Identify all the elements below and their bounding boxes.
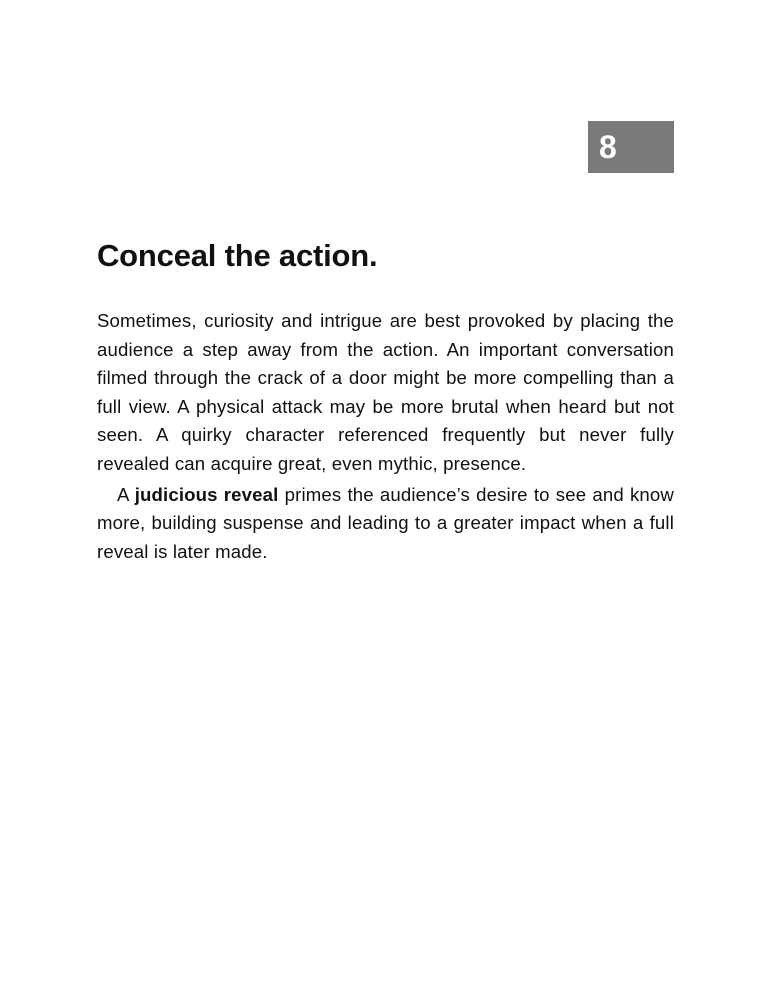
page-number-badge: [588, 121, 674, 173]
paragraph-1: Sometimes, curiosity and intrigue are best provoked by placing the audience a step away from the action. An important conversation filmed through the crack of a door might be more compelling than a full view. A physical attack may be more brutal when heard but not seen. A quirky character referenced frequently but never fully revealed can acquire great, even mythic, presence.: [97, 310, 674, 474]
section-heading: Conceal the action.: [97, 238, 378, 273]
paragraph-2-rest: primes the audience’s desire to see and know more, building suspense and leading to a greater impact when a full reveal is later made.: [97, 483, 674, 562]
body-text: [97, 307, 674, 566]
paragraph-2-lead: A: [117, 483, 135, 505]
emphasized-term: judicious reveal: [134, 483, 279, 505]
page-number: 8: [599, 129, 617, 165]
paragraph-2: [97, 481, 674, 567]
